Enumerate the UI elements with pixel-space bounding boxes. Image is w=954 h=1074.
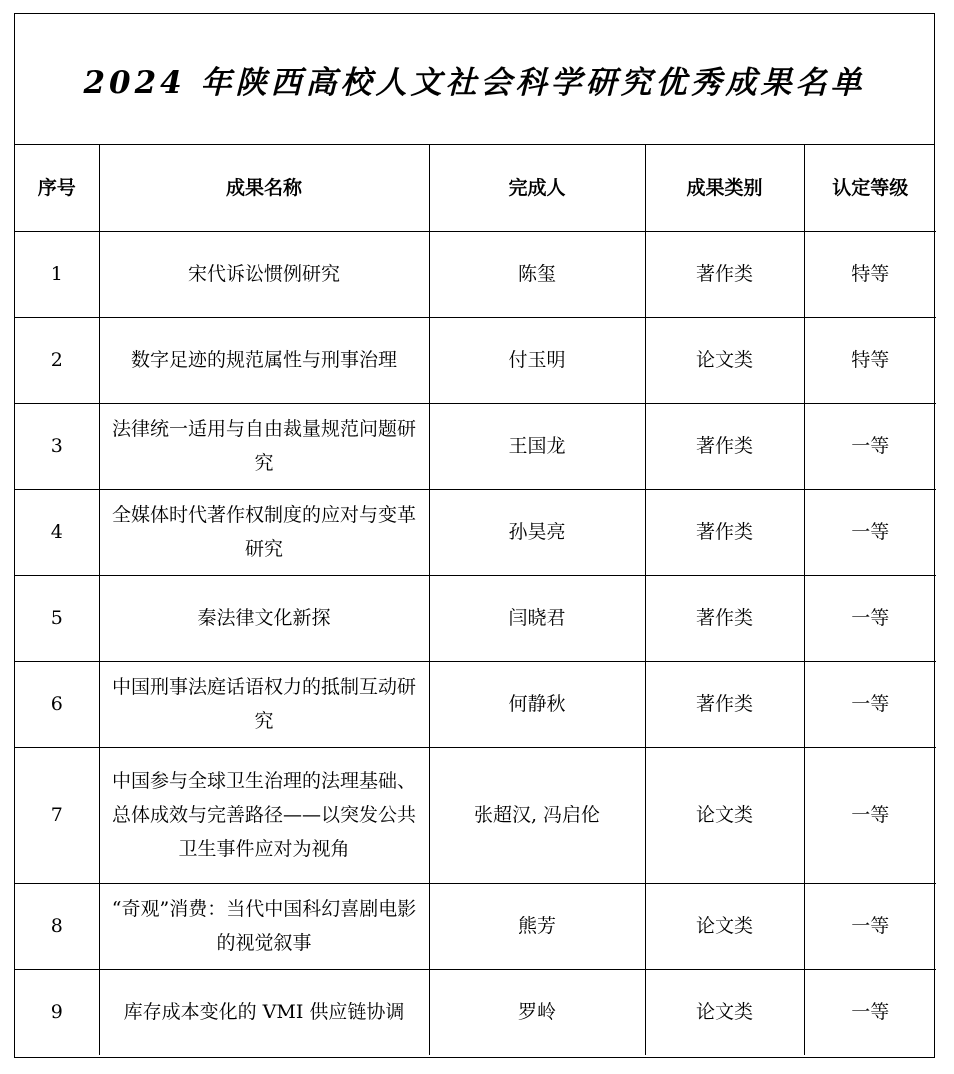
header-no: 序号 (15, 145, 99, 231)
row-no: 6 (15, 661, 99, 747)
results-document (14, 13, 935, 1058)
row-category: 论文类 (645, 747, 804, 883)
row-no: 9 (15, 969, 99, 1055)
table-row (15, 661, 936, 747)
row-no: 7 (15, 747, 99, 883)
row-name: 宋代诉讼惯例研究 (99, 231, 429, 317)
table-row (15, 489, 936, 575)
row-author: 孙昊亮 (429, 489, 645, 575)
table-row (15, 231, 936, 317)
header-category: 成果类别 (645, 145, 804, 231)
title-row (15, 14, 934, 145)
row-author: 闫晓君 (429, 575, 645, 661)
row-no: 3 (15, 403, 99, 489)
header-grade: 认定等级 (804, 145, 936, 231)
header-name: 成果名称 (99, 145, 429, 231)
table-row (15, 575, 936, 661)
row-category: 著作类 (645, 231, 804, 317)
row-grade: 特等 (804, 231, 936, 317)
row-category: 论文类 (645, 883, 804, 969)
row-name: 法律统一适用与自由裁量规范问题研究 (99, 403, 429, 489)
row-name: 全媒体时代著作权制度的应对与变革研究 (99, 489, 429, 575)
row-category: 著作类 (645, 489, 804, 575)
row-author: 罗岭 (429, 969, 645, 1055)
row-category: 著作类 (645, 403, 804, 489)
row-no: 1 (15, 231, 99, 317)
row-category: 著作类 (645, 575, 804, 661)
table-row (15, 883, 936, 969)
table-row (15, 317, 936, 403)
row-name: 库存成本变化的 VMI 供应链协调 (99, 969, 429, 1055)
row-name: “奇观”消费：当代中国科幻喜剧电影的视觉叙事 (99, 883, 429, 969)
row-grade: 一等 (804, 489, 936, 575)
row-name: 秦法律文化新探 (99, 575, 429, 661)
row-grade: 一等 (804, 883, 936, 969)
row-no: 8 (15, 883, 99, 969)
table-row (15, 747, 936, 883)
row-author: 王国龙 (429, 403, 645, 489)
results-table (15, 145, 936, 1055)
row-name: 数字足迹的规范属性与刑事治理 (99, 317, 429, 403)
row-grade: 特等 (804, 317, 936, 403)
row-author: 熊芳 (429, 883, 645, 969)
row-grade: 一等 (804, 403, 936, 489)
row-no: 5 (15, 575, 99, 661)
row-grade: 一等 (804, 969, 936, 1055)
row-name: 中国参与全球卫生治理的法理基础、总体成效与完善路径——以突发公共卫生事件应对为视角 (99, 747, 429, 883)
row-grade: 一等 (804, 661, 936, 747)
row-name: 中国刑事法庭话语权力的抵制互动研究 (99, 661, 429, 747)
row-author: 张超汉, 冯启伦 (429, 747, 645, 883)
table-row (15, 969, 936, 1055)
row-author: 陈玺 (429, 231, 645, 317)
row-grade: 一等 (804, 575, 936, 661)
row-author: 付玉明 (429, 317, 645, 403)
row-category: 著作类 (645, 661, 804, 747)
row-no: 4 (15, 489, 99, 575)
table-row (15, 403, 936, 489)
row-no: 2 (15, 317, 99, 403)
header-author: 完成人 (429, 145, 645, 231)
row-category: 论文类 (645, 969, 804, 1055)
header-row (15, 145, 936, 231)
row-author: 何静秋 (429, 661, 645, 747)
row-grade: 一等 (804, 747, 936, 883)
row-category: 论文类 (645, 317, 804, 403)
page-title: 2024 年陕西高校人文社会科学研究优秀成果名单 (83, 64, 866, 101)
